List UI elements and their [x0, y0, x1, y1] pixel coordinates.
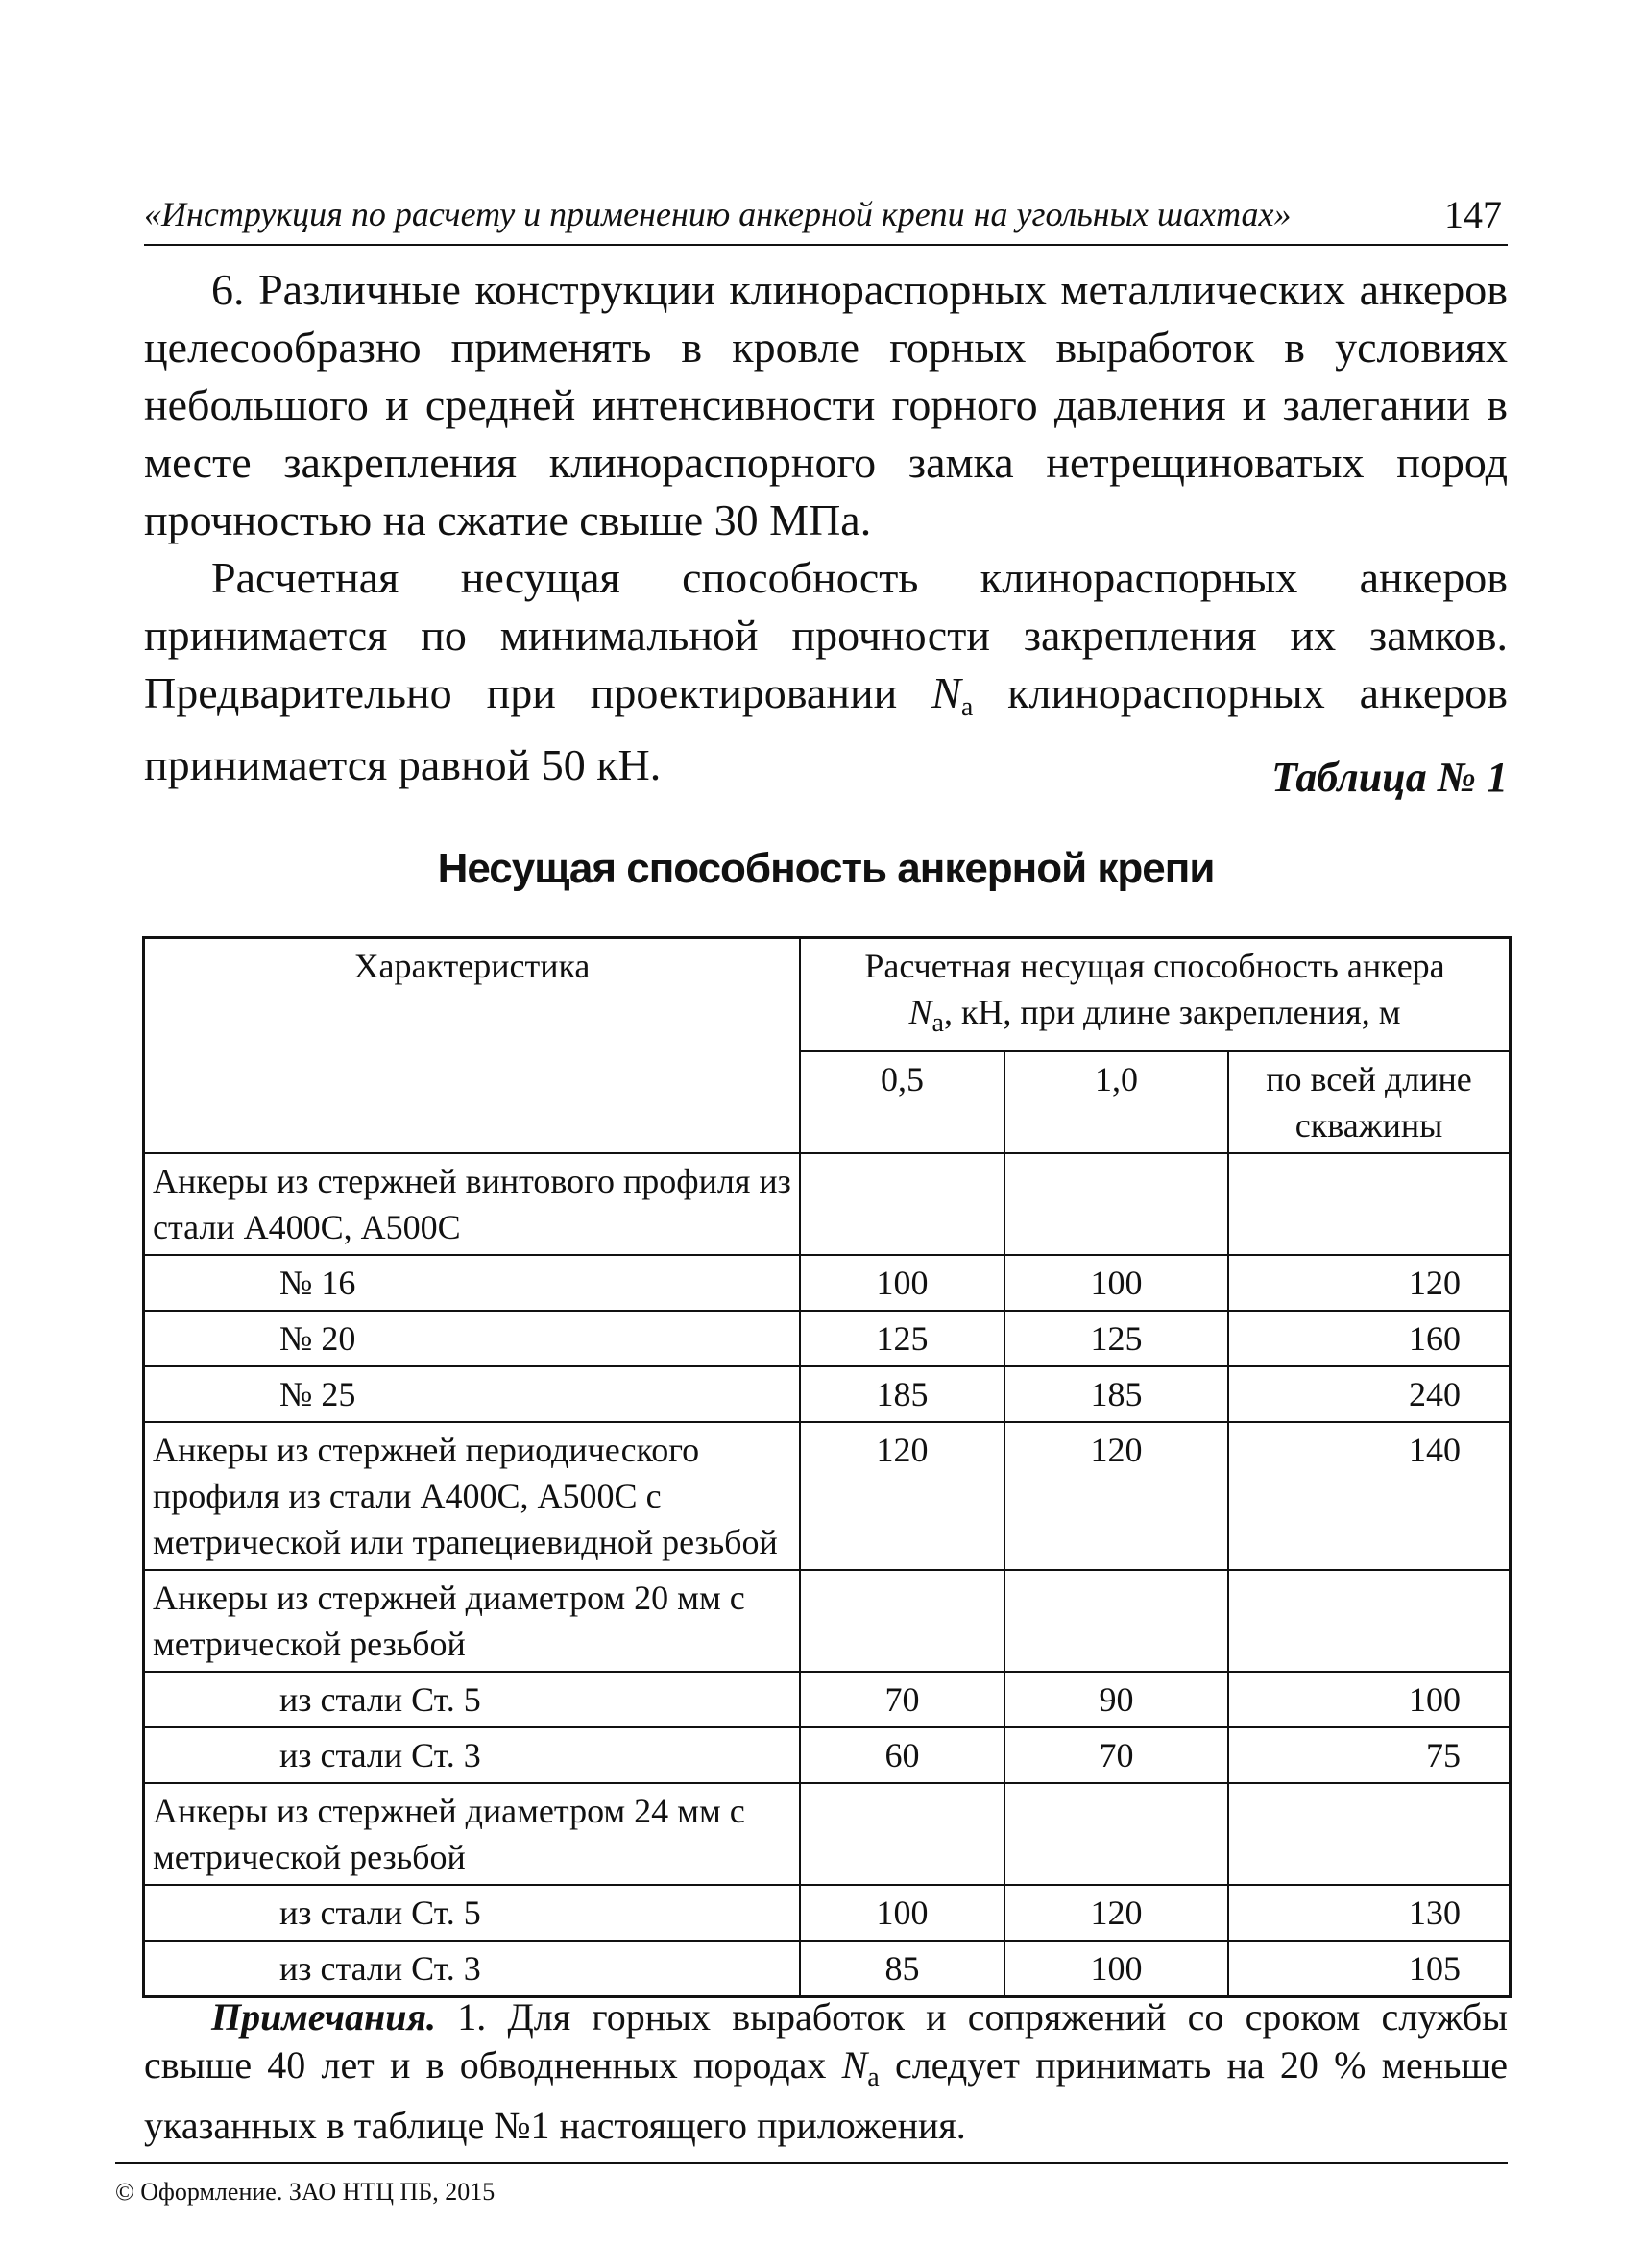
table-row — [144, 1672, 1511, 1727]
paragraph-2-part-b: клинораспорных анкеров принимается равной 50 кН. — [144, 668, 1508, 789]
cell-value: 120 — [800, 1422, 1004, 1570]
table-row — [144, 1153, 1511, 1255]
cell-value: 125 — [800, 1311, 1004, 1366]
cell-value: 240 — [1228, 1366, 1511, 1422]
table-row — [144, 1783, 1511, 1885]
note-1 — [144, 1993, 1508, 2150]
cell-value: 70 — [1004, 1727, 1228, 1783]
note-na-subscript: а — [867, 2063, 880, 2092]
table-row — [144, 1885, 1511, 1941]
cell-value: 85 — [800, 1941, 1004, 1997]
table-row — [144, 1727, 1511, 1783]
cell-value: 100 — [800, 1255, 1004, 1311]
row-label: из стали Ст. 3 — [144, 1941, 801, 1997]
header-col-10: 1,0 — [1004, 1051, 1228, 1153]
cell-value: 160 — [1228, 1311, 1511, 1366]
table-row — [144, 1366, 1511, 1422]
table-row — [144, 1422, 1511, 1570]
header-capacity-text-2: , кН, при длине закрепления, м — [943, 993, 1401, 1031]
table-row — [144, 1311, 1511, 1366]
na-subscript: а — [960, 692, 974, 722]
table-title: Несущая способность анкерной крепи — [437, 845, 1215, 892]
header-characteristic: Характеристика — [144, 938, 801, 1154]
capacity-table — [142, 936, 1512, 1998]
header-row-1 — [144, 938, 1511, 1052]
cell-value: 140 — [1228, 1422, 1511, 1570]
page-number: 147 — [1444, 193, 1502, 236]
note-text-a: 1. Для горных выработок и сопряжений со сроком службы свыше 40 лет и в обводненных породах — [144, 1995, 1508, 2087]
table-label: Таблица № 1 — [1271, 754, 1508, 801]
cell-value: 100 — [800, 1885, 1004, 1941]
table-row — [144, 1941, 1511, 1997]
cell-value: 100 — [1228, 1672, 1511, 1727]
running-header — [144, 190, 1508, 246]
row-label: из стали Ст. 5 — [144, 1885, 801, 1941]
cell-value: 75 — [1228, 1727, 1511, 1783]
cell-value: 100 — [1004, 1941, 1228, 1997]
table-row — [144, 1255, 1511, 1311]
header-title: «Инструкция по расчету и применению анкерной крепи на угольных шахтах» — [144, 195, 1292, 233]
cell-value: 105 — [1228, 1941, 1511, 1997]
group-2-title: Анкеры из стержней периодического профиля из стали А400С, А500С с метрической или трапециевидной резьбой — [144, 1422, 801, 1570]
na-symbol: N — [931, 668, 961, 717]
header-capacity — [800, 938, 1511, 1052]
paragraph-1: 6. Различные конструкции клинораспорных металлических анкеров целесообразно применять в кровле горных выработок в условиях небольшого и средней интенсивности горного давления и залегании в месте закрепления клинораспорного замка нетрещиноватых пород прочностью на сжатие свыше 30 МПа. — [144, 265, 1508, 544]
header-na-symbol: N — [908, 993, 932, 1031]
body-text — [144, 261, 1508, 794]
row-label: № 25 — [144, 1366, 801, 1422]
group-4-title: Анкеры из стержней диаметром 24 мм с метрической резьбой — [144, 1783, 801, 1885]
row-label: № 20 — [144, 1311, 801, 1366]
header-na-subscript: а — [931, 1008, 944, 1038]
note-na-symbol: N — [841, 2043, 868, 2087]
footer-copyright: © Оформление. ЗАО НТЦ ПБ, 2015 — [115, 2178, 496, 2206]
cell-value: 185 — [1004, 1366, 1228, 1422]
cell-value: 100 — [1004, 1255, 1228, 1311]
note-text-b: следует принимать на 20 % меньше указанных в таблице №1 настоящего приложения. — [144, 2043, 1508, 2147]
note-label: Примечания. — [211, 1995, 437, 2039]
cell-value: 120 — [1228, 1255, 1511, 1311]
row-label: из стали Ст. 3 — [144, 1727, 801, 1783]
header-col-full: по всей длине скважины — [1228, 1051, 1511, 1153]
cell-value: 120 — [1004, 1885, 1228, 1941]
paragraph-2-part-a: Расчетная несущая способность клинораспорных анкеров принимается по минимальной прочности закрепления их замков. Предварительно при проектировании — [144, 553, 1508, 717]
cell-value: 185 — [800, 1366, 1004, 1422]
cell-value: 130 — [1228, 1885, 1511, 1941]
cell-value: 70 — [800, 1672, 1004, 1727]
row-label: № 16 — [144, 1255, 801, 1311]
header-col-05: 0,5 — [800, 1051, 1004, 1153]
cell-value: 60 — [800, 1727, 1004, 1783]
cell-value: 120 — [1004, 1422, 1228, 1570]
notes — [144, 1993, 1508, 2150]
header-capacity-text-1: Расчетная несущая способность анкера — [864, 947, 1445, 985]
row-label: из стали Ст. 5 — [144, 1672, 801, 1727]
cell-value: 90 — [1004, 1672, 1228, 1727]
cell-value: 125 — [1004, 1311, 1228, 1366]
footer-divider — [115, 2162, 1508, 2164]
table-row — [144, 1570, 1511, 1672]
group-1-title: Анкеры из стержней винтового профиля из стали А400С, А500С — [144, 1153, 801, 1255]
group-3-title: Анкеры из стержней диаметром 20 мм с метрической резьбой — [144, 1570, 801, 1672]
